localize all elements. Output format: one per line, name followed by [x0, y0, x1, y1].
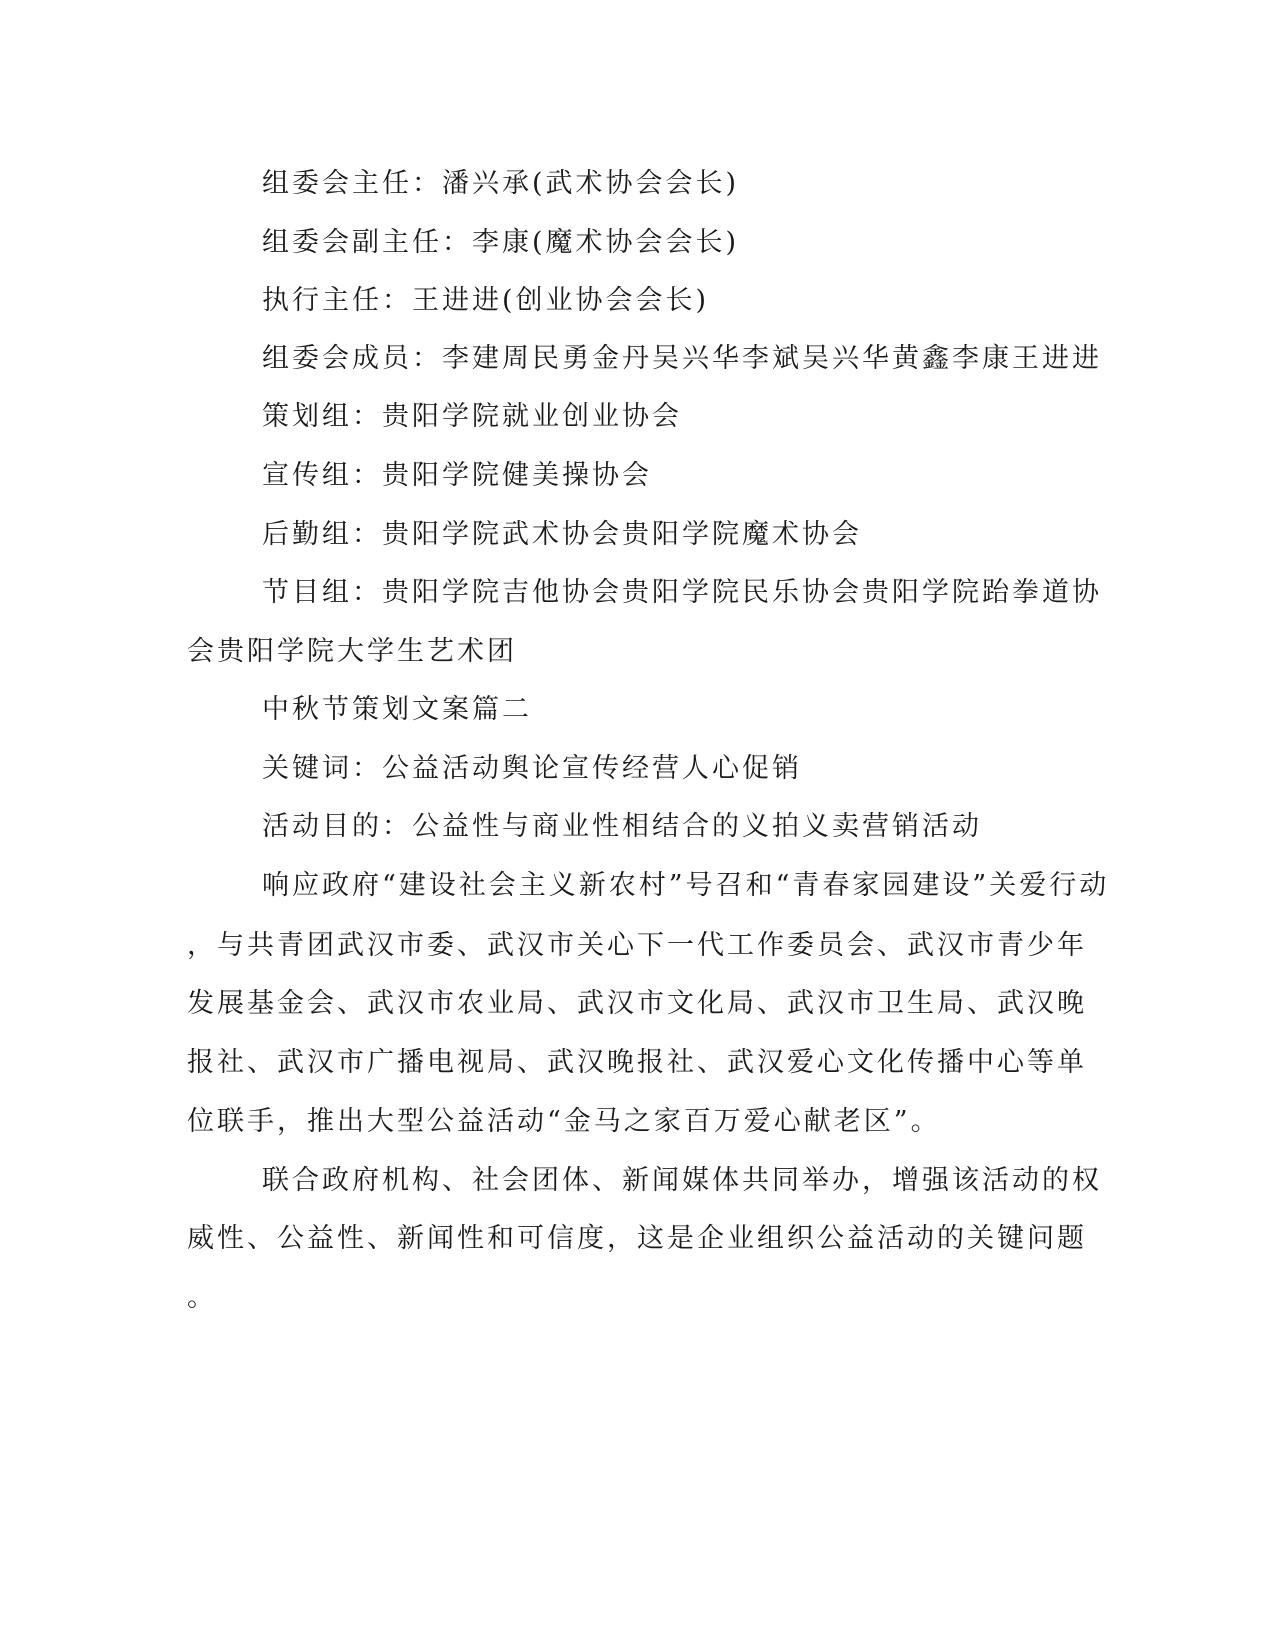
- text-line: 宣传组：贵阳学院健美操协会: [262, 460, 652, 491]
- text-line: 组委会副主任：李康(魔术协会会长): [262, 227, 740, 258]
- text-line: 报社、武汉市广播电视局、武汉晚报社、武汉爱心文化传播中心等单: [187, 1047, 1087, 1078]
- text-line: 会贵阳学院大学生艺术团: [187, 636, 517, 667]
- text-line: 发展基金会、武汉市农业局、武汉市文化局、武汉市卫生局、武汉晚: [187, 988, 1087, 1019]
- text-line: 位联手，推出大型公益活动“金马之家百万爱心献老区”。: [187, 1106, 941, 1137]
- text-line: 策划组：贵阳学院就业创业协会: [262, 401, 682, 432]
- text-line: 执行主任：王进进(创业协会会长): [262, 285, 710, 316]
- text-line: ，与共青团武汉市委、武汉市关心下一代工作委员会、武汉市青少年: [187, 930, 1087, 961]
- text-line: 。: [187, 1282, 217, 1313]
- text-line: 响应政府“建设社会主义新农村”号召和“青春家园建设”关爱行动: [262, 870, 1110, 901]
- text-line: 组委会成员：李建周民勇金丹吴兴华李斌吴兴华黄鑫李康王进进: [262, 343, 1102, 374]
- text-line: 组委会主任：潘兴承(武术协会会长): [262, 168, 740, 199]
- text-line: 节目组：贵阳学院吉他协会贵阳学院民乐协会贵阳学院跆拳道协: [262, 577, 1102, 608]
- text-line: 联合政府机构、社会团体、新闻媒体共同举办，增强该活动的权: [262, 1165, 1102, 1196]
- text-line: 活动目的：公益性与商业性相结合的义拍义卖营销活动: [262, 811, 982, 842]
- text-line: 威性、公益性、新闻性和可信度，这是企业组织公益活动的关键问题: [187, 1223, 1087, 1254]
- section-heading: 中秋节策划文案篇二: [262, 694, 532, 725]
- text-line: 关键词：公益活动舆论宣传经营人心促销: [262, 753, 802, 784]
- text-line: 后勤组：贵阳学院武术协会贵阳学院魔术协会: [262, 519, 862, 550]
